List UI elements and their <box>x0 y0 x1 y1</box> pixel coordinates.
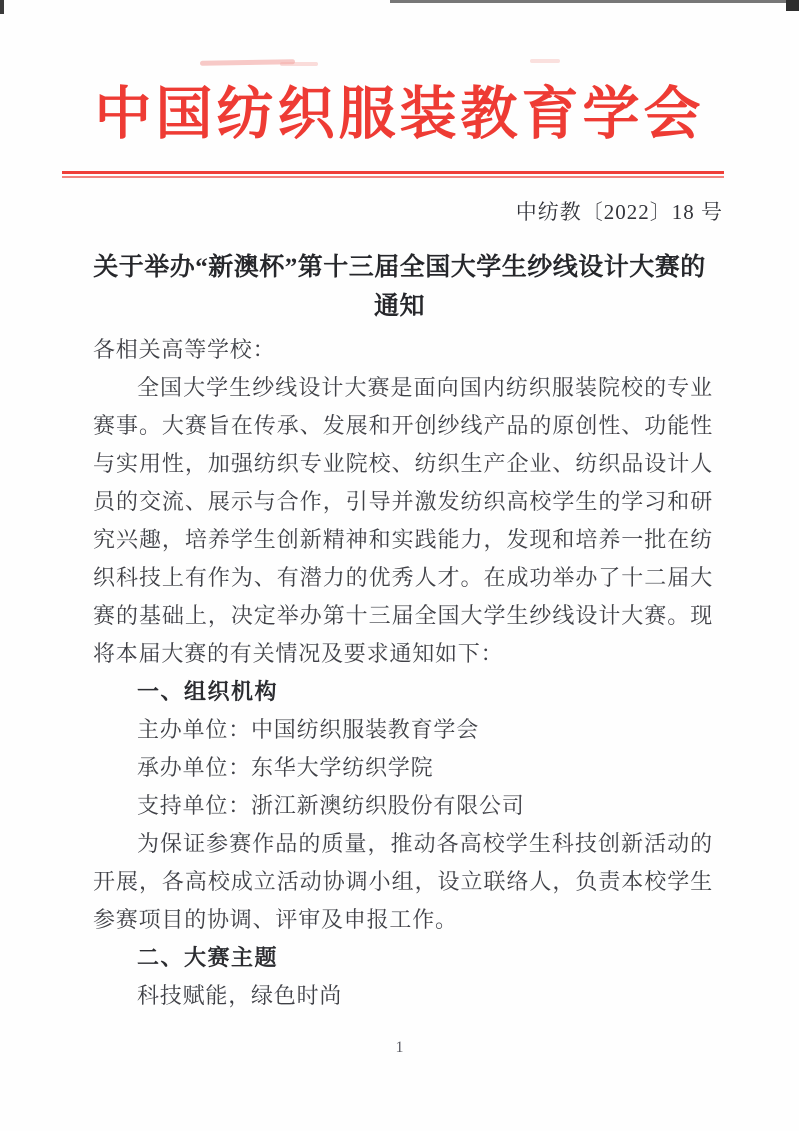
scan-artifact-top-left-corner <box>0 0 4 14</box>
supporter-line: 支持单位：浙江新澳纺织股份有限公司 <box>137 793 525 818</box>
page-number: 1 <box>395 1039 404 1056</box>
letterhead-org-name: 中国纺织服装教育学会 <box>94 83 705 146</box>
document-body <box>93 331 713 1015</box>
scan-artifact-top-edge <box>390 0 799 3</box>
document-title-line2: 通知 <box>373 293 425 320</box>
section-2-heading: 二、大赛主题 <box>137 945 279 970</box>
letterhead-divider-rule <box>62 171 724 178</box>
undertaker-line: 承办单位：东华大学纺织学院 <box>137 755 434 780</box>
competition-theme-line: 科技赋能，绿色时尚 <box>137 983 343 1008</box>
scan-artifact-red-smudge <box>530 59 560 63</box>
section-1-heading: 一、组织机构 <box>137 679 279 704</box>
scan-artifact-top-right-corner <box>786 0 799 11</box>
salutation: 各相关高等学校： <box>93 337 276 362</box>
scan-artifact-red-smudge <box>280 62 318 66</box>
section-1-paragraph: 为保证参赛作品的质量，推动各高校学生科技创新活动的开展，各高校成立活动协调小组，设立联络人，负责本校学生参赛项目的协调、评审及申报工作。 <box>93 831 713 932</box>
document-number: 中纺教〔2022〕18 号 <box>515 200 723 224</box>
intro-paragraph: 全国大学生纱线设计大赛是面向国内纺织服装院校的专业赛事。大赛旨在传承、发展和开创纱线产品的原创性、功能性与实用性，加强纺织专业院校、纺织生产企业、纺织品设计人员的交流、展示与合作，引导并激发纺织高校学生的学习和研究兴趣，培养学生创新精神和实践能力，发现和培养一批在纺织科技上有作为、有潜力的优秀人才。在成功举办了十二届大赛的基础上，决定举办第十三届全国大学生纱线设计大赛。现将本届大赛的有关情况及要求通知如下： <box>93 375 713 666</box>
document-title <box>0 248 799 326</box>
document-title-line1: 关于举办“新澳杯”第十三届全国大学生纱线设计大赛的 <box>93 254 706 281</box>
organizer-line: 主办单位：中国纺织服装教育学会 <box>137 717 480 742</box>
